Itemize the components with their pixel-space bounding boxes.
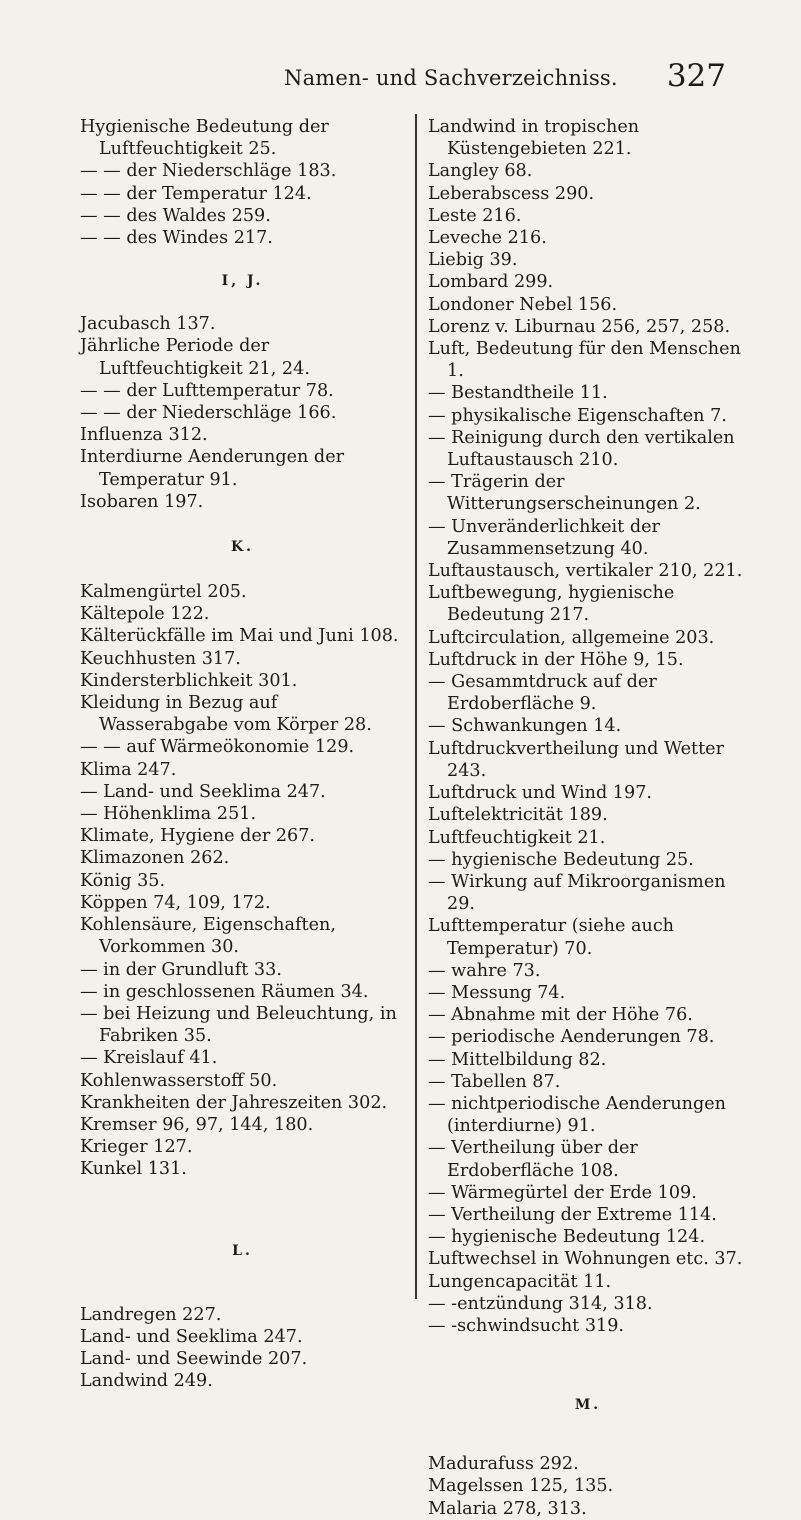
index-entry: — -schwindsucht 319. [428, 1315, 625, 1336]
index-entry: Kindersterblichkeit 301. [80, 670, 298, 691]
index-entry: Luftaustausch, vertikaler 210, 221. [428, 561, 743, 582]
index-entry: — -entzündung 314, 318. [428, 1293, 653, 1314]
index-entry: — Kreislauf 41. [80, 1048, 218, 1069]
index-entry: — Vertheilung der Extreme 114. [428, 1204, 717, 1225]
index-entry: Luftcirculation, allgemeine 203. [428, 627, 715, 648]
index-entry: — Reinigung durch den vertikalen Luftaustausch 210. [428, 427, 735, 471]
index-entry: — Gesammtdruck auf der Erdoberfläche 9. [428, 672, 657, 715]
index-entry: — hygienische Bedeutung 124. [428, 1227, 706, 1248]
index-entry: Luftwechsel in Wohnungen etc. 37. [428, 1249, 743, 1270]
index-column-left [80, 116, 405, 1392]
index-entry: Landwind 249. [80, 1371, 213, 1392]
index-entry: — Schwankungen 14. [428, 716, 622, 737]
index-entry: Langley 68. [428, 161, 533, 182]
index-entry: Hygienische Bedeutung der Luftfeuchtigkeit 25. [80, 117, 329, 160]
index-entry: — wahre 73. [428, 960, 541, 981]
index-entry: Land- und Seewinde 207. [80, 1348, 308, 1369]
index-entry: Kältepole 122. [80, 604, 210, 625]
index-entry: — nichtperiodische Aenderungen (interdiurne) 91. [428, 1093, 727, 1137]
index-entry: — hygienische Bedeutung 25. [428, 849, 694, 870]
index-entry: Klimazonen 262. [80, 848, 230, 869]
running-title: Namen- und Sachverzeichniss. [284, 66, 618, 90]
index-entry: — Trägerin der Witterungserscheinungen 2. [428, 472, 701, 515]
index-entry: Kalmengürtel 205. [80, 582, 247, 603]
index-entry: König 35. [80, 870, 166, 891]
index-entry: Magelssen 125, 135. [428, 1476, 614, 1497]
column-divider [415, 114, 417, 1299]
index-entry: Kunkel 131. [80, 1159, 187, 1180]
index-entry: — — der Niederschläge 183. [80, 161, 337, 182]
index-entry: Madurafuss 292. [428, 1454, 579, 1475]
index-entry: — — des Waldes 259. [80, 205, 271, 226]
index-entry: — Abnahme mit der Höhe 76. [428, 1005, 693, 1026]
index-entry: — Wirkung auf Mikroorganismen 29. [428, 871, 726, 915]
page-header [0, 58, 801, 102]
index-entry: Köppen 74, 109, 172. [80, 892, 271, 913]
index-entry: — Tabellen 87. [428, 1071, 561, 1092]
section-letter-heading: I, J. [221, 273, 264, 290]
index-entry: — — auf Wärmeökonomie 129. [80, 737, 355, 758]
index-entry: Klima 247. [80, 759, 177, 780]
index-entry: — Mittelbildung 82. [428, 1049, 607, 1070]
index-entry: — Wärmegürtel der Erde 109. [428, 1182, 697, 1203]
index-column-right [428, 116, 748, 1520]
page-number: 327 [666, 58, 726, 94]
index-entry: — in geschlossenen Räumen 34. [80, 981, 369, 1002]
section-letter-heading: K. [230, 539, 255, 556]
index-entry: Land- und Seeklima 247. [80, 1326, 303, 1347]
index-entry: Jährliche Periode der Luftfeuchtigkeit 21, 24. [80, 336, 310, 379]
index-entry: Leste 216. [428, 205, 522, 226]
index-entry: Luftdruck in der Höhe 9, 15. [428, 649, 684, 670]
section-letter-heading: M. [574, 1397, 602, 1414]
index-entry: — — des Windes 217. [80, 228, 273, 249]
index-entry: Landwind in tropischen Küstengebieten 221. [428, 117, 640, 160]
index-entry: Lombard 299. [428, 272, 554, 293]
index-entry: Klimate, Hygiene der 267. [80, 826, 316, 847]
section-letter-heading: L. [232, 1242, 253, 1259]
index-entry: — periodische Aenderungen 78. [428, 1027, 715, 1048]
index-entry: Lungencapacität 11. [428, 1271, 612, 1292]
index-entry: Leberabscess 290. [428, 183, 595, 204]
index-entry: Kremser 96, 97, 144, 180. [80, 1114, 314, 1135]
index-entry: — Messung 74. [428, 982, 566, 1003]
index-entry: Kälterückfälle im Mai und Juni 108. [80, 626, 399, 647]
index-entry: — in der Grundluft 33. [80, 959, 282, 980]
index-entry: — physikalische Eigenschaften 7. [428, 405, 727, 426]
index-entry: Kohlenwasserstoff 50. [80, 1070, 278, 1091]
index-entry: Kleidung in Bezug auf Wasserabgabe vom Körper 28. [80, 693, 372, 736]
index-entry: — Unveränderlichkeit der Zusammensetzung 40. [428, 516, 660, 559]
index-entry: — Höhenklima 251. [80, 804, 257, 825]
index-entry: Krankheiten der Jahreszeiten 302. [80, 1092, 388, 1113]
index-entry: — — der Lufttemperatur 78. [80, 380, 334, 401]
index-entry: — Bestandtheile 11. [428, 383, 608, 404]
index-entry: Landregen 227. [80, 1304, 222, 1325]
index-entry: Liebig 39. [428, 250, 518, 271]
index-entry: Luftbewegung, hygienische Bedeutung 217. [428, 583, 675, 626]
index-entry: Interdiurne Aenderungen der Temperatur 91. [80, 447, 345, 490]
index-entry: Lufttemperatur (siehe auch Temperatur) 70. [428, 916, 675, 959]
index-entry: Luft, Bedeutung für den Menschen 1. [428, 339, 741, 382]
index-entry: Kohlensäure, Eigenschaften, Vorkommen 30. [80, 915, 336, 958]
index-entry: — bei Heizung und Beleuchtung, in Fabriken 35. [80, 1003, 397, 1047]
index-entry: Luftelektricität 189. [428, 805, 608, 826]
index-entry: Leveche 216. [428, 228, 547, 249]
index-entry: Londoner Nebel 156. [428, 294, 618, 315]
index-entry: Krieger 127. [80, 1137, 193, 1158]
index-entry: Jacubasch 137. [80, 314, 216, 335]
index-entry: Luftdruck und Wind 197. [428, 783, 652, 804]
index-entry: Influenza 312. [80, 425, 208, 446]
index-entry: Malaria 278, 313. [428, 1498, 587, 1519]
index-entry: Isobaren 197. [80, 491, 204, 512]
index-entry: Lorenz v. Liburnau 256, 257, 258. [428, 316, 731, 337]
index-entry: Luftfeuchtigkeit 21. [428, 827, 606, 848]
index-entry: — — der Niederschläge 166. [80, 403, 337, 424]
index-entry: — — der Temperatur 124. [80, 183, 312, 204]
index-entry: — Vertheilung über der Erdoberfläche 108. [428, 1138, 638, 1181]
index-entry: — Land- und Seeklima 247. [80, 781, 326, 802]
index-entry: Luftdruckvertheilung und Wetter 243. [428, 738, 725, 781]
index-entry: Keuchhusten 317. [80, 648, 241, 669]
